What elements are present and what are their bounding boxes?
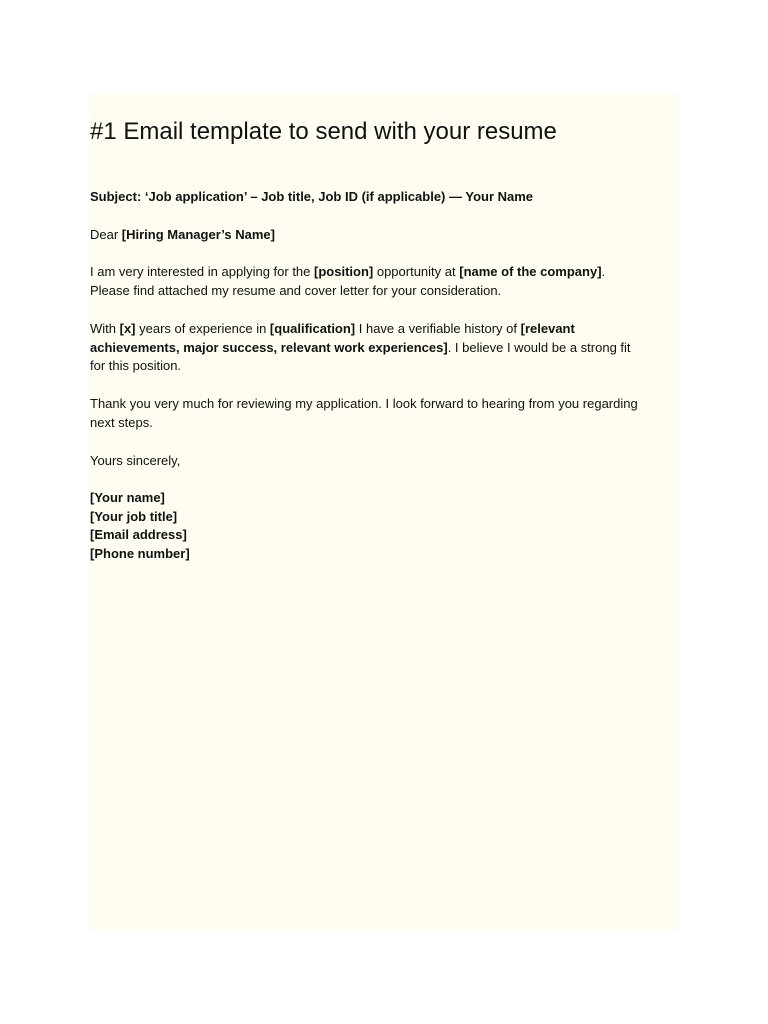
p2-text-1: With (90, 321, 120, 336)
paragraph-2 (90, 320, 631, 376)
p2-text-3: I have a verifiable history of (355, 321, 521, 336)
subject-text: Subject: ‘Job application’ – Job title, Job ID (if applicable) — Your Name (90, 189, 534, 204)
paragraph-3-line-1: Thank you very much for reviewing my application. I look forward to hearing from you regarding (90, 396, 638, 411)
p1-text-2: opportunity at (373, 264, 460, 279)
paragraph-2-line-1 (90, 320, 631, 339)
paragraph-1 (90, 263, 605, 300)
greeting-prefix: Dear (90, 227, 122, 242)
p1-text-3: . (601, 264, 606, 279)
p1-company: [name of the company] (459, 264, 602, 279)
signature-phone: [Phone number] (90, 545, 190, 561)
closing-line: Yours sincerely, (90, 453, 181, 468)
paragraph-2-line-3: for this position. (90, 358, 182, 373)
signature-job-title: [Your job title] (90, 508, 178, 524)
paragraph-1-line-1 (90, 263, 605, 282)
p2-qualification: [qualification] (269, 321, 356, 336)
paragraph-2-line-2 (90, 339, 631, 358)
p2-years: [x] (119, 321, 136, 336)
greeting-name: [Hiring Manager’s Name] (121, 227, 275, 242)
paragraph-1-line-2: Please find attached my resume and cover letter for your consideration. (90, 282, 502, 298)
greeting-line (90, 226, 275, 245)
p2-text-4: . I believe I would be a strong fit (447, 339, 631, 355)
signature-email: [Email address] (90, 527, 187, 542)
p1-text-1: I am very interested in applying for the (90, 264, 315, 279)
p2-text-2: years of experience in (135, 321, 270, 336)
p2-relevant: [relevant (520, 321, 575, 336)
p2-achievements: achievements, major success, relevant work experiences] (90, 339, 448, 355)
paragraph-3-line-2: next steps. (90, 414, 153, 430)
p1-position: [position] (314, 264, 374, 279)
signature-name: [Your name] (90, 490, 165, 505)
document-title: #1 Email template to send with your resume (90, 118, 557, 145)
paragraph-3 (90, 395, 638, 432)
subject-line (90, 188, 533, 207)
signature-block (90, 489, 190, 563)
